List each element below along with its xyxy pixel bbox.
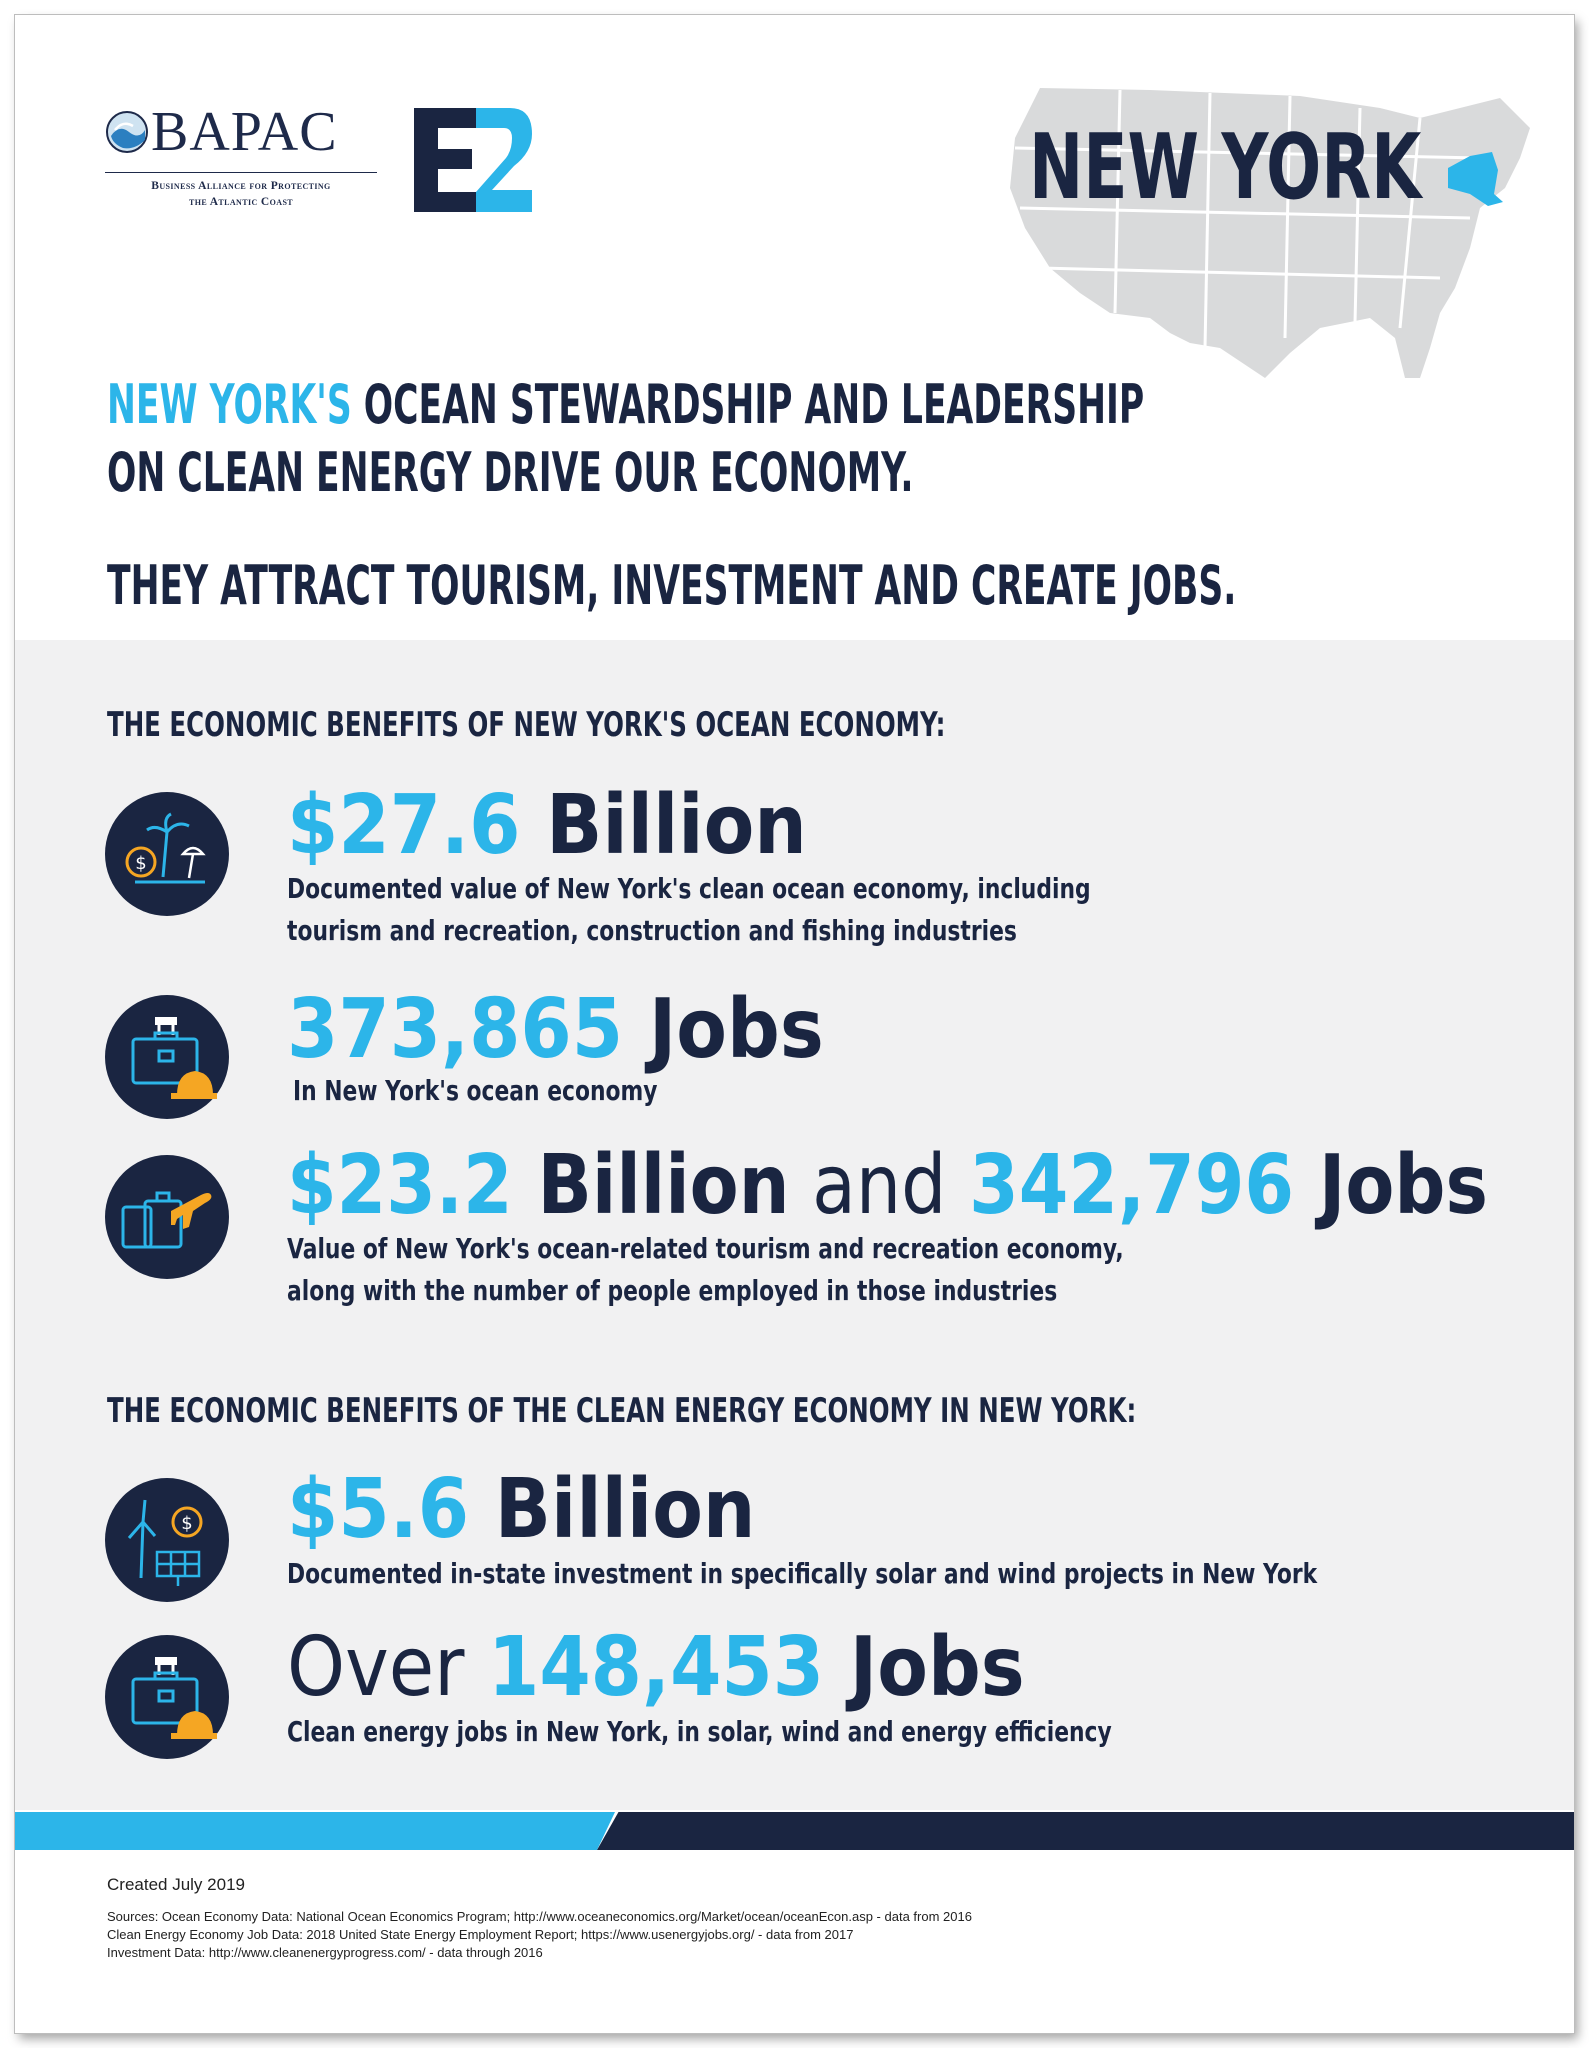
clean-jobs-description (287, 1711, 1344, 1753)
svg-text:$: $ (135, 853, 147, 874)
bapac-tagline (105, 178, 377, 210)
subheadline (107, 552, 1574, 620)
headline-line2: ON CLEAN ENERGY DRIVE OUR ECONOMY. (107, 441, 914, 504)
state-name: NEW YORK (1029, 115, 1422, 220)
footer-dark-bar (597, 1812, 1574, 1850)
stat-unit-2: Jobs (1293, 1138, 1488, 1233)
stat-number: $27.6 (287, 778, 521, 873)
bapac-name: BAPAC (151, 101, 338, 163)
svg-text:$: $ (181, 1513, 193, 1534)
ocean-jobs-description (293, 1070, 760, 1112)
headline (107, 371, 1574, 507)
stat-unit: Jobs (824, 1620, 1025, 1715)
stat-prefix: Over (287, 1620, 488, 1715)
tourism-description (287, 1228, 1360, 1312)
clean-energy-section-title (107, 1391, 1537, 1431)
created-date: Created July 2019 (107, 1875, 245, 1894)
state-title (1029, 115, 1574, 220)
desc-line: In New York's ocean economy (293, 1074, 658, 1107)
source-line: Sources: Ocean Economy Data: National Ocean Economics Program; http://www.oceaneconomics.org/Market/ocean/oceanEcon.asp - data from 2016 (107, 1909, 972, 1924)
desc-line: along with the number of people employed in those industries (287, 1274, 1058, 1307)
ocean-value-stat (287, 778, 865, 873)
stat-number: $23.2 (287, 1138, 513, 1233)
desc-line: Documented in-state investment in specifically solar and wind projects in New York (287, 1557, 1318, 1590)
bapac-logo (105, 101, 380, 218)
subheadline-text: THEY ATTRACT TOURISM, INVESTMENT AND CREATE JOBS. (107, 554, 1237, 617)
headline-line1-rest: OCEAN STEWARDSHIP AND LEADERSHIP (351, 373, 1145, 436)
desc-line: Value of New York's ocean-related tourism and recreation economy, (287, 1232, 1124, 1265)
ocean-section-title (107, 705, 1271, 745)
fact-sheet-page (15, 15, 1574, 2033)
stat-unit: Jobs (623, 982, 824, 1077)
stat-number-2: 342,796 (969, 1138, 1294, 1233)
bapac-tagline-line2: the Atlantic Coast (188, 196, 294, 208)
sources (107, 1908, 972, 1962)
stat-unit: Billion (512, 1138, 790, 1233)
stat-number: $5.6 (287, 1462, 470, 1557)
beach-dollar-icon (105, 792, 229, 916)
desc-line: Documented value of New York's clean ocean economy, including (287, 872, 1091, 905)
investment-description (287, 1553, 1574, 1595)
investment-stat (287, 1462, 808, 1557)
headline-highlight: NEW YORK'S (107, 373, 352, 436)
stat-connector: and (789, 1138, 970, 1233)
stat-unit: Billion (469, 1462, 756, 1557)
stat-number: 373,865 (287, 982, 624, 1077)
clean-jobs-stat (287, 1620, 1107, 1715)
stat-unit: Billion (520, 778, 807, 873)
source-line: Clean Energy Economy Job Data: 2018 United State Energy Employment Report; https://www.usenergyjobs.org/ - data from 2017 (107, 1927, 854, 1942)
ocean-value-description (287, 868, 1317, 952)
ocean-section-title-text: THE ECONOMIC BENEFITS OF NEW YORK'S OCEAN ECONOMY: (107, 705, 946, 745)
wind-solar-dollar-icon (105, 1478, 229, 1602)
bapac-tagline-line1: Business Alliance for Protecting (151, 180, 331, 192)
globe-wave-icon (105, 110, 149, 154)
jobs-briefcase-hardhat-icon (105, 1635, 229, 1759)
divider (105, 172, 377, 173)
source-line: Investment Data: http://www.cleanenergyprogress.com/ - data through 2016 (107, 1945, 543, 1960)
jobs-briefcase-hardhat-icon (105, 995, 229, 1119)
footer-accent-bar (15, 1812, 615, 1850)
luggage-airplane-icon (105, 1155, 229, 1279)
desc-line: tourism and recreation, construction and fishing industries (287, 914, 1017, 947)
ocean-jobs-stat (287, 982, 883, 1077)
e2-logo (414, 108, 532, 212)
stat-number: 148,453 (487, 1620, 825, 1715)
clean-energy-section-title-text: THE ECONOMIC BENEFITS OF THE CLEAN ENERGY ECONOMY IN NEW YORK: (107, 1391, 1137, 1431)
tourism-stat (287, 1138, 1574, 1233)
desc-line: Clean energy jobs in New York, in solar, wind and energy efficiency (287, 1715, 1112, 1748)
